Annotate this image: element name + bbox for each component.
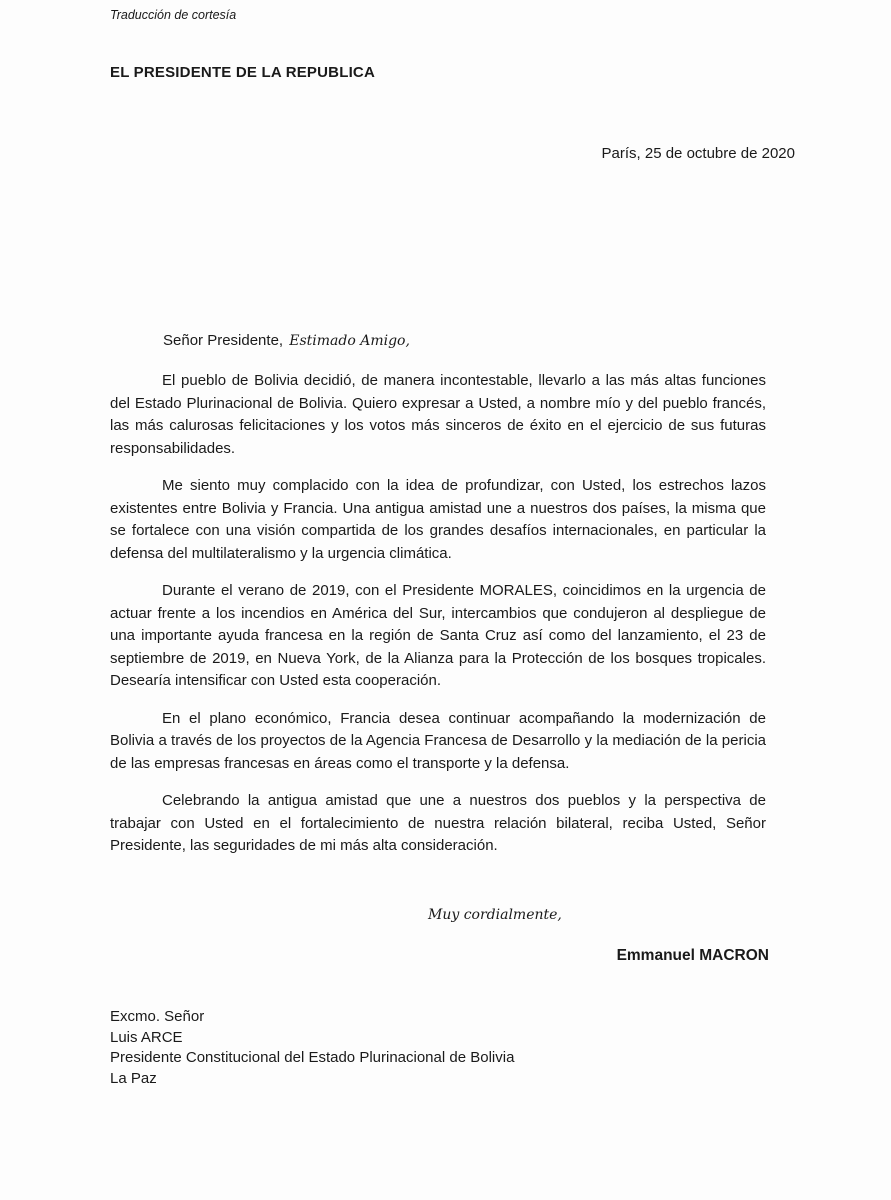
body-paragraph-4: En el plano económico, Francia desea continuar acompañando la modernización de Bolivia a través de los proyectos de la Agencia Francesa de Desarrollo y la mediación de la pericia de las empresas francesas en áreas como el transporte y la defensa. (110, 709, 766, 772)
sender-title: EL PRESIDENTE DE LA REPUBLICA (110, 64, 375, 81)
letter-body (110, 370, 766, 873)
addressee-honorific: Excmo. Señor (110, 1008, 205, 1025)
salutation (163, 332, 410, 349)
courtesy-translation-note: Traducción de cortesía (110, 8, 237, 22)
addressee-block (110, 1007, 514, 1089)
body-paragraph-1: El pueblo de Bolivia decidió, de manera incontestable, llevarlo a las más altas funciones del Estado Plurinacional de Bolivia. Quiero expresar a Usted, a nombre mío y del pueblo francés, las más calurosas felicitaciones y los votos más sinceros de éxito en el ejercicio de sus futuras responsabilidades. (110, 372, 766, 457)
signatory-name: Emmanuel MACRON (616, 947, 769, 964)
body-paragraph-5: Celebrando la antigua amistad que une a nuestros dos pueblos y la perspectiva de trabajar con Usted en el fortalecimiento de nuestra relación bilateral, reciba Usted, Señor Presidente, las seguridades de mi más alta consideración. (110, 792, 766, 854)
addressee-name: Luis ARCE (110, 1028, 183, 1046)
date-line: París, 25 de octubre de 2020 (601, 145, 795, 162)
body-paragraph-2: Me siento muy complacido con la idea de profundizar, con Usted, los estrechos lazos existentes entre Bolivia y Francia. Una antigua amistad une a nuestros dos países, la misma que se fortalece con una visión compartida de los grandes desafíos internacionales, en particular la defensa del multilateralismo y la urgencia climática. (110, 477, 766, 562)
body-paragraph-3: Durante el verano de 2019, con el Presidente MORALES, coincidimos en la urgencia de actuar frente a los incendios en América del Sur, intercambios que condujeron al despliegue de una importante ayuda francesa en la región de Santa Cruz así como del lanzamiento, el 23 de septiembre de 2019, en Nueva York, de la Alianza para la Protección de los bosques tropicales. Desearía intensificar con Usted esta cooperación. (110, 582, 766, 689)
addressee-city: La Paz (110, 1069, 157, 1087)
addressee-position: Presidente Constitucional del Estado Plurinacional de Bolivia (110, 1049, 515, 1066)
closing-handwritten: Muy cordialmente, (428, 907, 562, 923)
salutation-handwritten: Estimado Amigo, (289, 333, 410, 349)
salutation-formal: Señor Presidente, (163, 332, 284, 349)
